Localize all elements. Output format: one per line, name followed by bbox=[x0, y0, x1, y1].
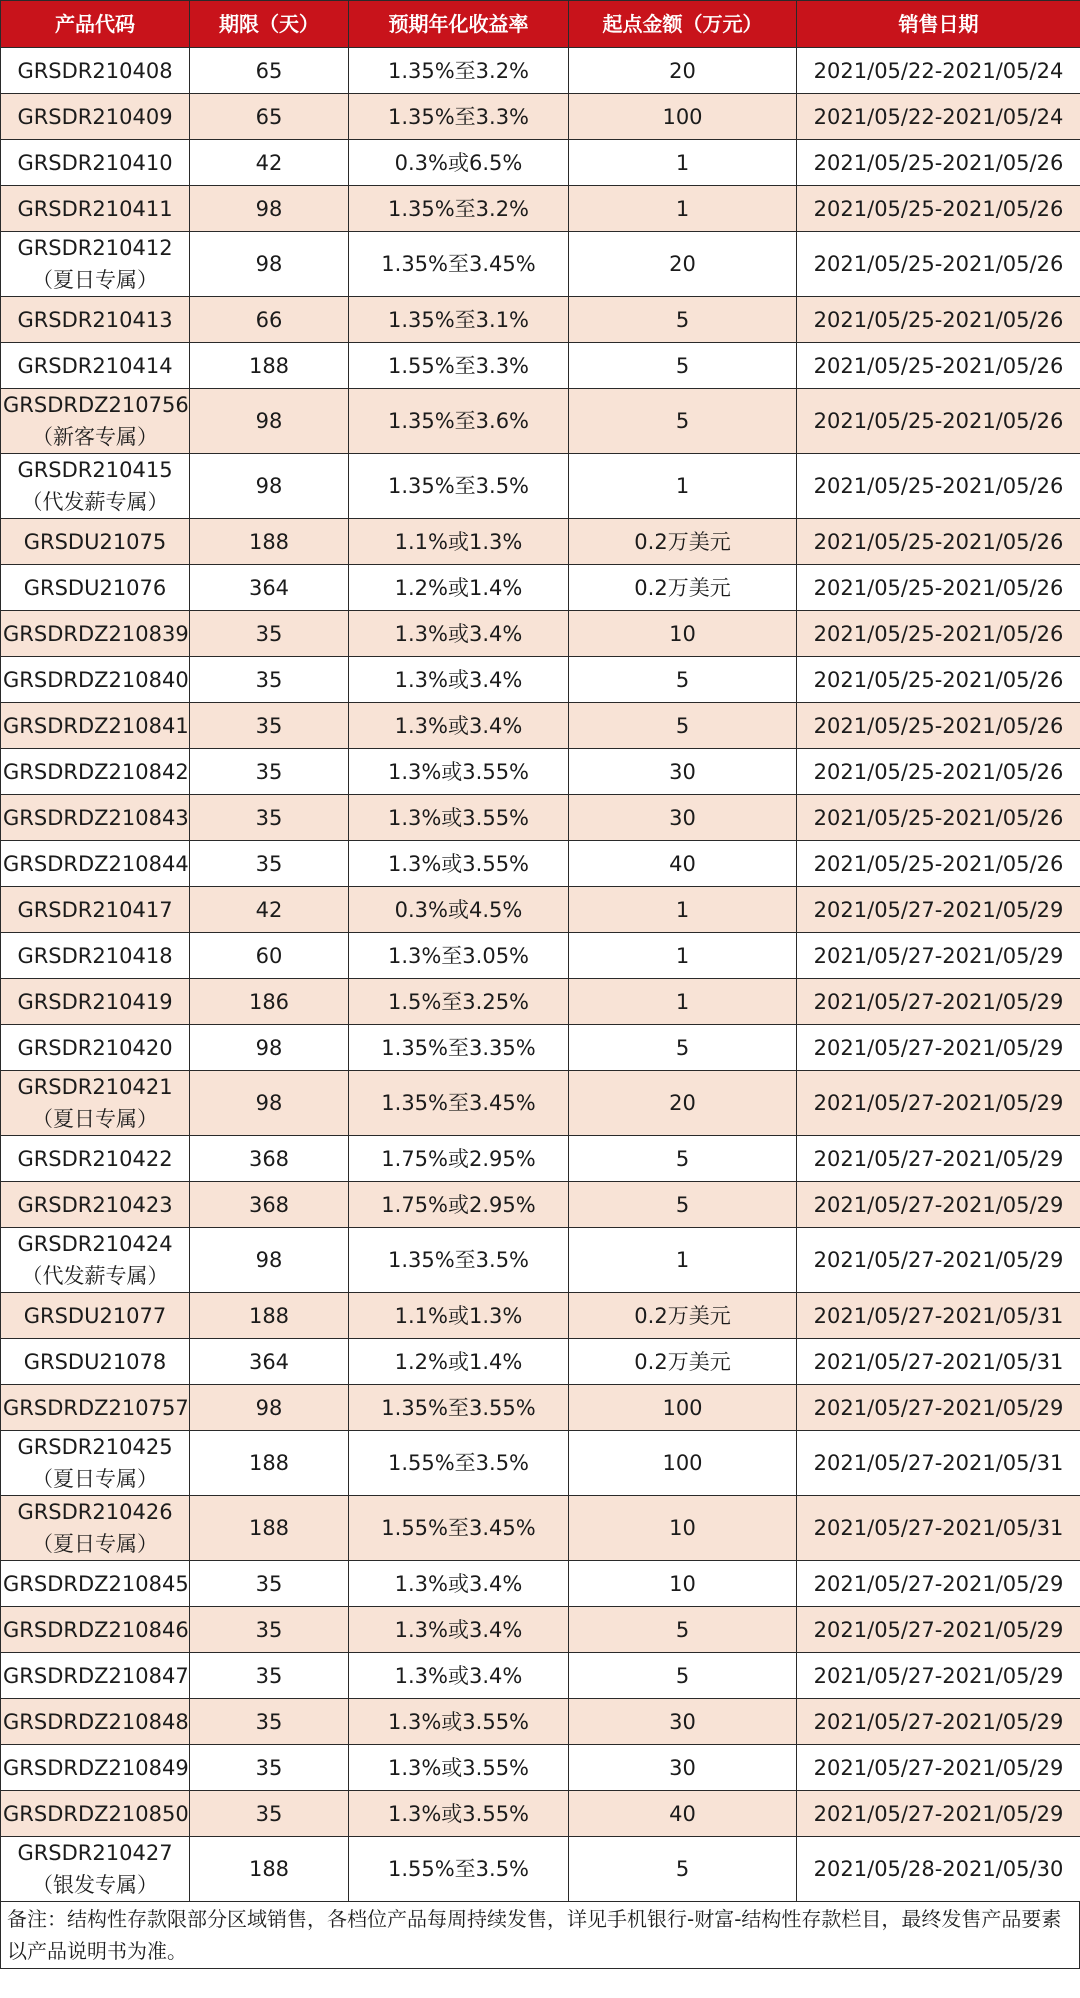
cell-expected-rate: 1.3%或3.55% bbox=[349, 1745, 569, 1791]
table-row bbox=[1, 1431, 1080, 1496]
cell-expected-rate: 1.3%或3.55% bbox=[349, 1791, 569, 1837]
table-row bbox=[1, 1228, 1080, 1293]
table-row bbox=[1, 1837, 1080, 1902]
table-row bbox=[1, 795, 1080, 841]
cell-expected-rate: 1.35%至3.2% bbox=[349, 186, 569, 232]
cell-sale-date: 2021/05/25-2021/05/26 bbox=[797, 140, 1080, 186]
cell-min-amount: 5 bbox=[569, 1136, 797, 1182]
table-row bbox=[1, 1745, 1080, 1791]
cell-product-code bbox=[1, 1653, 190, 1699]
product-code: GRSDU21078 bbox=[23, 1349, 167, 1374]
cell-expected-rate: 1.1%或1.3% bbox=[349, 519, 569, 565]
cell-product-code bbox=[1, 611, 190, 657]
cell-min-amount: 5 bbox=[569, 297, 797, 343]
cell-sale-date: 2021/05/25-2021/05/26 bbox=[797, 519, 1080, 565]
cell-expected-rate: 1.3%或3.55% bbox=[349, 1699, 569, 1745]
product-code: GRSDR210424 bbox=[17, 1232, 173, 1256]
cell-product-code bbox=[1, 186, 190, 232]
table-row bbox=[1, 1136, 1080, 1182]
cell-term-days: 65 bbox=[190, 94, 349, 140]
header-term-days: 期限（天） bbox=[190, 1, 349, 48]
cell-term-days: 98 bbox=[190, 1071, 349, 1136]
cell-expected-rate: 1.55%至3.5% bbox=[349, 1837, 569, 1902]
cell-term-days: 66 bbox=[190, 297, 349, 343]
cell-expected-rate: 1.2%或1.4% bbox=[349, 565, 569, 611]
cell-min-amount: 1 bbox=[569, 186, 797, 232]
cell-expected-rate: 1.75%或2.95% bbox=[349, 1136, 569, 1182]
product-code: GRSDRDZ210849 bbox=[3, 1755, 189, 1780]
cell-expected-rate: 1.35%至3.35% bbox=[349, 1025, 569, 1071]
cell-expected-rate: 0.3%或6.5% bbox=[349, 140, 569, 186]
cell-term-days: 35 bbox=[190, 611, 349, 657]
cell-sale-date: 2021/05/22-2021/05/24 bbox=[797, 48, 1080, 94]
cell-product-code bbox=[1, 1699, 190, 1745]
cell-expected-rate: 1.3%或3.4% bbox=[349, 1607, 569, 1653]
cell-sale-date: 2021/05/25-2021/05/26 bbox=[797, 565, 1080, 611]
cell-expected-rate: 1.3%至3.05% bbox=[349, 933, 569, 979]
product-code: GRSDR210425 bbox=[17, 1435, 173, 1459]
cell-product-code bbox=[1, 1561, 190, 1607]
product-tag: （代发薪专属） bbox=[21, 490, 169, 514]
cell-product-code bbox=[1, 703, 190, 749]
cell-term-days: 65 bbox=[190, 48, 349, 94]
cell-product-code bbox=[1, 795, 190, 841]
product-code: GRSDR210427 bbox=[17, 1841, 173, 1865]
product-code: GRSDR210413 bbox=[17, 307, 173, 332]
cell-term-days: 98 bbox=[190, 1228, 349, 1293]
cell-product-code bbox=[1, 232, 190, 297]
cell-min-amount: 1 bbox=[569, 979, 797, 1025]
cell-min-amount: 1 bbox=[569, 140, 797, 186]
cell-min-amount: 40 bbox=[569, 1791, 797, 1837]
cell-term-days: 35 bbox=[190, 1607, 349, 1653]
cell-product-code bbox=[1, 1025, 190, 1071]
header-min-amount: 起点金额（万元） bbox=[569, 1, 797, 48]
product-code: GRSDR210420 bbox=[17, 1035, 173, 1060]
table-row bbox=[1, 389, 1080, 454]
cell-term-days: 188 bbox=[190, 1837, 349, 1902]
product-code: GRSDU21076 bbox=[23, 575, 167, 600]
cell-expected-rate: 0.3%或4.5% bbox=[349, 887, 569, 933]
table-row bbox=[1, 454, 1080, 519]
cell-term-days: 188 bbox=[190, 1496, 349, 1561]
product-code: GRSDRDZ210844 bbox=[3, 851, 189, 876]
table-row bbox=[1, 1607, 1080, 1653]
cell-sale-date: 2021/05/28-2021/05/30 bbox=[797, 1837, 1080, 1902]
table-row bbox=[1, 1025, 1080, 1071]
cell-product-code bbox=[1, 1837, 190, 1902]
product-tag: （代发薪专属） bbox=[21, 1264, 169, 1288]
cell-expected-rate: 1.2%或1.4% bbox=[349, 1339, 569, 1385]
table-row bbox=[1, 232, 1080, 297]
table-row bbox=[1, 1339, 1080, 1385]
cell-product-code bbox=[1, 887, 190, 933]
cell-min-amount: 30 bbox=[569, 749, 797, 795]
cell-min-amount: 20 bbox=[569, 1071, 797, 1136]
product-code: GRSDRDZ210841 bbox=[3, 713, 189, 738]
table-row bbox=[1, 703, 1080, 749]
cell-term-days: 188 bbox=[190, 1293, 349, 1339]
cell-sale-date: 2021/05/22-2021/05/24 bbox=[797, 94, 1080, 140]
product-code: GRSDR210418 bbox=[17, 943, 173, 968]
cell-sale-date: 2021/05/25-2021/05/26 bbox=[797, 186, 1080, 232]
table-row bbox=[1, 1699, 1080, 1745]
cell-term-days: 188 bbox=[190, 1431, 349, 1496]
table-row bbox=[1, 841, 1080, 887]
table-row bbox=[1, 1496, 1080, 1561]
table-row bbox=[1, 343, 1080, 389]
table-row bbox=[1, 297, 1080, 343]
header-product-code: 产品代码 bbox=[1, 1, 190, 48]
cell-min-amount: 10 bbox=[569, 611, 797, 657]
table-row bbox=[1, 1385, 1080, 1431]
cell-sale-date: 2021/05/27-2021/05/29 bbox=[797, 933, 1080, 979]
cell-sale-date: 2021/05/27-2021/05/29 bbox=[797, 1607, 1080, 1653]
cell-term-days: 98 bbox=[190, 454, 349, 519]
footnote: 备注：结构性存款限部分区域销售，各档位产品每周持续发售，详见手机银行-财富-结构性存款栏目，最终发售产品要素以产品说明书为准。 bbox=[0, 1902, 1080, 1969]
cell-term-days: 42 bbox=[190, 140, 349, 186]
cell-min-amount: 0.2万美元 bbox=[569, 1293, 797, 1339]
cell-term-days: 368 bbox=[190, 1136, 349, 1182]
cell-term-days: 98 bbox=[190, 186, 349, 232]
cell-term-days: 35 bbox=[190, 1791, 349, 1837]
product-code: GRSDRDZ210757 bbox=[3, 1395, 189, 1420]
cell-expected-rate: 1.3%或3.4% bbox=[349, 1561, 569, 1607]
cell-min-amount: 10 bbox=[569, 1496, 797, 1561]
cell-sale-date: 2021/05/25-2021/05/26 bbox=[797, 749, 1080, 795]
cell-sale-date: 2021/05/27-2021/05/29 bbox=[797, 1071, 1080, 1136]
cell-expected-rate: 1.3%或3.4% bbox=[349, 1653, 569, 1699]
cell-product-code bbox=[1, 1293, 190, 1339]
product-code: GRSDR210408 bbox=[17, 58, 173, 83]
cell-sale-date: 2021/05/25-2021/05/26 bbox=[797, 841, 1080, 887]
product-code: GRSDR210411 bbox=[17, 196, 173, 221]
cell-expected-rate: 1.3%或3.55% bbox=[349, 749, 569, 795]
cell-sale-date: 2021/05/27-2021/05/29 bbox=[797, 1182, 1080, 1228]
cell-term-days: 35 bbox=[190, 1561, 349, 1607]
cell-term-days: 188 bbox=[190, 519, 349, 565]
cell-sale-date: 2021/05/27-2021/05/31 bbox=[797, 1339, 1080, 1385]
table-row bbox=[1, 1071, 1080, 1136]
cell-sale-date: 2021/05/27-2021/05/29 bbox=[797, 887, 1080, 933]
cell-term-days: 98 bbox=[190, 1385, 349, 1431]
cell-product-code bbox=[1, 841, 190, 887]
cell-min-amount: 40 bbox=[569, 841, 797, 887]
cell-sale-date: 2021/05/25-2021/05/26 bbox=[797, 795, 1080, 841]
cell-min-amount: 5 bbox=[569, 1607, 797, 1653]
product-code: GRSDRDZ210846 bbox=[3, 1617, 189, 1642]
header-sale-date: 销售日期 bbox=[797, 1, 1080, 48]
table-row bbox=[1, 887, 1080, 933]
product-code: GRSDR210426 bbox=[17, 1500, 173, 1524]
cell-sale-date: 2021/05/27-2021/05/29 bbox=[797, 1136, 1080, 1182]
cell-sale-date: 2021/05/25-2021/05/26 bbox=[797, 232, 1080, 297]
cell-min-amount: 0.2万美元 bbox=[569, 565, 797, 611]
cell-min-amount: 5 bbox=[569, 657, 797, 703]
cell-term-days: 60 bbox=[190, 933, 349, 979]
cell-term-days: 35 bbox=[190, 795, 349, 841]
table-row bbox=[1, 186, 1080, 232]
product-code: GRSDU21075 bbox=[23, 529, 167, 554]
product-tag: （新客专属） bbox=[32, 425, 158, 449]
cell-min-amount: 30 bbox=[569, 795, 797, 841]
product-code: GRSDU21077 bbox=[23, 1303, 167, 1328]
product-code: GRSDRDZ210756 bbox=[3, 393, 189, 417]
cell-expected-rate: 1.3%或3.4% bbox=[349, 657, 569, 703]
table-row bbox=[1, 933, 1080, 979]
product-code: GRSDRDZ210850 bbox=[3, 1801, 189, 1826]
product-tag: （银发专属） bbox=[32, 1873, 158, 1897]
cell-product-code bbox=[1, 1745, 190, 1791]
product-code: GRSDR210417 bbox=[17, 897, 173, 922]
cell-expected-rate: 1.35%至3.5% bbox=[349, 454, 569, 519]
cell-sale-date: 2021/05/27-2021/05/31 bbox=[797, 1431, 1080, 1496]
product-code: GRSDRDZ210843 bbox=[3, 805, 189, 830]
table-row bbox=[1, 519, 1080, 565]
cell-expected-rate: 1.55%至3.5% bbox=[349, 1431, 569, 1496]
table-row bbox=[1, 611, 1080, 657]
cell-product-code bbox=[1, 94, 190, 140]
cell-sale-date: 2021/05/25-2021/05/26 bbox=[797, 703, 1080, 749]
product-code: GRSDR210415 bbox=[17, 458, 173, 482]
cell-expected-rate: 1.35%至3.3% bbox=[349, 94, 569, 140]
cell-min-amount: 30 bbox=[569, 1699, 797, 1745]
cell-product-code bbox=[1, 1385, 190, 1431]
cell-term-days: 188 bbox=[190, 343, 349, 389]
cell-expected-rate: 1.3%或3.55% bbox=[349, 795, 569, 841]
cell-min-amount: 0.2万美元 bbox=[569, 519, 797, 565]
cell-min-amount: 5 bbox=[569, 1837, 797, 1902]
table-row bbox=[1, 565, 1080, 611]
table-header-row bbox=[1, 1, 1080, 48]
cell-product-code bbox=[1, 565, 190, 611]
cell-term-days: 98 bbox=[190, 232, 349, 297]
cell-product-code bbox=[1, 1791, 190, 1837]
cell-product-code bbox=[1, 1431, 190, 1496]
cell-expected-rate: 1.35%至3.2% bbox=[349, 48, 569, 94]
cell-term-days: 35 bbox=[190, 1699, 349, 1745]
cell-product-code bbox=[1, 1339, 190, 1385]
cell-sale-date: 2021/05/27-2021/05/29 bbox=[797, 1385, 1080, 1431]
cell-min-amount: 100 bbox=[569, 1385, 797, 1431]
cell-sale-date: 2021/05/25-2021/05/26 bbox=[797, 657, 1080, 703]
table-row bbox=[1, 1182, 1080, 1228]
cell-term-days: 42 bbox=[190, 887, 349, 933]
cell-term-days: 98 bbox=[190, 1025, 349, 1071]
product-code: GRSDR210412 bbox=[17, 236, 173, 260]
cell-min-amount: 0.2万美元 bbox=[569, 1339, 797, 1385]
cell-sale-date: 2021/05/27-2021/05/29 bbox=[797, 1228, 1080, 1293]
cell-term-days: 368 bbox=[190, 1182, 349, 1228]
cell-term-days: 35 bbox=[190, 657, 349, 703]
cell-product-code bbox=[1, 140, 190, 186]
cell-min-amount: 20 bbox=[569, 48, 797, 94]
cell-sale-date: 2021/05/25-2021/05/26 bbox=[797, 343, 1080, 389]
cell-expected-rate: 1.35%至3.6% bbox=[349, 389, 569, 454]
cell-sale-date: 2021/05/25-2021/05/26 bbox=[797, 297, 1080, 343]
cell-expected-rate: 1.55%至3.3% bbox=[349, 343, 569, 389]
cell-product-code bbox=[1, 1071, 190, 1136]
cell-term-days: 35 bbox=[190, 841, 349, 887]
cell-min-amount: 5 bbox=[569, 703, 797, 749]
cell-product-code bbox=[1, 1496, 190, 1561]
cell-term-days: 35 bbox=[190, 1653, 349, 1699]
cell-sale-date: 2021/05/25-2021/05/26 bbox=[797, 611, 1080, 657]
cell-min-amount: 1 bbox=[569, 454, 797, 519]
cell-min-amount: 30 bbox=[569, 1745, 797, 1791]
cell-sale-date: 2021/05/27-2021/05/29 bbox=[797, 979, 1080, 1025]
header-expected-rate: 预期年化收益率 bbox=[349, 1, 569, 48]
cell-sale-date: 2021/05/25-2021/05/26 bbox=[797, 389, 1080, 454]
table-row bbox=[1, 94, 1080, 140]
cell-expected-rate: 1.35%至3.45% bbox=[349, 232, 569, 297]
table-row bbox=[1, 749, 1080, 795]
product-code: GRSDR210410 bbox=[17, 150, 173, 175]
cell-expected-rate: 1.35%至3.55% bbox=[349, 1385, 569, 1431]
cell-expected-rate: 1.5%至3.25% bbox=[349, 979, 569, 1025]
cell-product-code bbox=[1, 979, 190, 1025]
product-code: GRSDR210421 bbox=[17, 1075, 173, 1099]
product-code: GRSDR210419 bbox=[17, 989, 173, 1014]
cell-expected-rate: 1.1%或1.3% bbox=[349, 1293, 569, 1339]
cell-product-code bbox=[1, 454, 190, 519]
cell-product-code bbox=[1, 1607, 190, 1653]
cell-expected-rate: 1.55%至3.45% bbox=[349, 1496, 569, 1561]
cell-sale-date: 2021/05/27-2021/05/31 bbox=[797, 1496, 1080, 1561]
product-tag: （夏日专属） bbox=[32, 268, 158, 292]
cell-min-amount: 1 bbox=[569, 887, 797, 933]
cell-term-days: 35 bbox=[190, 749, 349, 795]
product-code: GRSDRDZ210842 bbox=[3, 759, 189, 784]
cell-min-amount: 10 bbox=[569, 1561, 797, 1607]
cell-expected-rate: 1.35%至3.45% bbox=[349, 1071, 569, 1136]
cell-sale-date: 2021/05/27-2021/05/29 bbox=[797, 1653, 1080, 1699]
cell-min-amount: 1 bbox=[569, 1228, 797, 1293]
table-row bbox=[1, 1653, 1080, 1699]
cell-product-code bbox=[1, 48, 190, 94]
cell-sale-date: 2021/05/27-2021/05/29 bbox=[797, 1791, 1080, 1837]
cell-term-days: 98 bbox=[190, 389, 349, 454]
cell-term-days: 186 bbox=[190, 979, 349, 1025]
cell-min-amount: 1 bbox=[569, 933, 797, 979]
product-code: GRSDR210422 bbox=[17, 1146, 173, 1171]
product-code: GRSDRDZ210840 bbox=[3, 667, 189, 692]
cell-expected-rate: 1.3%或3.4% bbox=[349, 703, 569, 749]
table-row bbox=[1, 979, 1080, 1025]
cell-sale-date: 2021/05/27-2021/05/29 bbox=[797, 1745, 1080, 1791]
cell-min-amount: 5 bbox=[569, 1025, 797, 1071]
cell-term-days: 35 bbox=[190, 703, 349, 749]
cell-sale-date: 2021/05/25-2021/05/26 bbox=[797, 454, 1080, 519]
cell-product-code bbox=[1, 297, 190, 343]
table-row bbox=[1, 657, 1080, 703]
cell-product-code bbox=[1, 933, 190, 979]
cell-sale-date: 2021/05/27-2021/05/29 bbox=[797, 1025, 1080, 1071]
cell-product-code bbox=[1, 749, 190, 795]
table-row bbox=[1, 1561, 1080, 1607]
cell-expected-rate: 1.3%或3.4% bbox=[349, 611, 569, 657]
product-code: GRSDR210414 bbox=[17, 353, 173, 378]
cell-min-amount: 5 bbox=[569, 343, 797, 389]
cell-term-days: 35 bbox=[190, 1745, 349, 1791]
cell-sale-date: 2021/05/27-2021/05/29 bbox=[797, 1561, 1080, 1607]
cell-min-amount: 5 bbox=[569, 389, 797, 454]
cell-expected-rate: 1.35%至3.1% bbox=[349, 297, 569, 343]
product-tag: （夏日专属） bbox=[32, 1467, 158, 1491]
cell-expected-rate: 1.3%或3.55% bbox=[349, 841, 569, 887]
table-row bbox=[1, 140, 1080, 186]
product-code: GRSDRDZ210839 bbox=[3, 621, 189, 646]
table-row bbox=[1, 48, 1080, 94]
cell-product-code bbox=[1, 1182, 190, 1228]
cell-expected-rate: 1.35%至3.5% bbox=[349, 1228, 569, 1293]
cell-product-code bbox=[1, 1228, 190, 1293]
product-code: GRSDRDZ210845 bbox=[3, 1571, 189, 1596]
cell-product-code bbox=[1, 389, 190, 454]
cell-sale-date: 2021/05/27-2021/05/29 bbox=[797, 1699, 1080, 1745]
cell-min-amount: 5 bbox=[569, 1182, 797, 1228]
table-body bbox=[1, 48, 1080, 1902]
cell-expected-rate: 1.75%或2.95% bbox=[349, 1182, 569, 1228]
table-row bbox=[1, 1791, 1080, 1837]
cell-min-amount: 100 bbox=[569, 1431, 797, 1496]
cell-term-days: 364 bbox=[190, 1339, 349, 1385]
table-row bbox=[1, 1293, 1080, 1339]
cell-min-amount: 20 bbox=[569, 232, 797, 297]
cell-min-amount: 100 bbox=[569, 94, 797, 140]
cell-product-code bbox=[1, 1136, 190, 1182]
product-code: GRSDRDZ210847 bbox=[3, 1663, 189, 1688]
product-code: GRSDR210423 bbox=[17, 1192, 173, 1217]
cell-term-days: 364 bbox=[190, 565, 349, 611]
cell-product-code bbox=[1, 519, 190, 565]
cell-sale-date: 2021/05/27-2021/05/31 bbox=[797, 1293, 1080, 1339]
product-tag: （夏日专属） bbox=[32, 1107, 158, 1131]
cell-product-code bbox=[1, 343, 190, 389]
product-tag: （夏日专属） bbox=[32, 1532, 158, 1556]
cell-product-code bbox=[1, 657, 190, 703]
product-code: GRSDR210409 bbox=[17, 104, 173, 129]
cell-min-amount: 5 bbox=[569, 1653, 797, 1699]
product-code: GRSDRDZ210848 bbox=[3, 1709, 189, 1734]
